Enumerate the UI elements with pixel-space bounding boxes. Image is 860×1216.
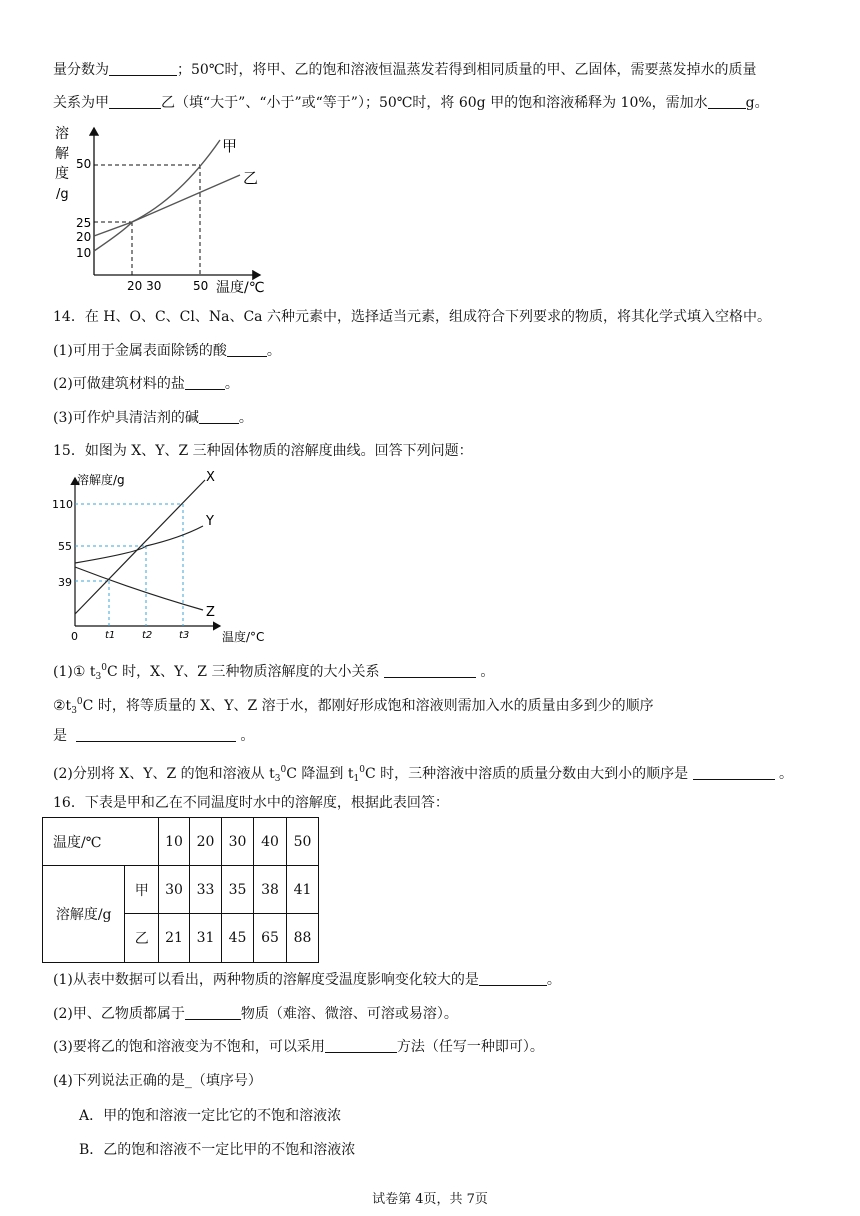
- table-header-solubility: 溶解度/g: [43, 866, 125, 963]
- y-axis-label-char: 溶: [55, 126, 69, 142]
- q16-stem: 16．下表是甲和乙在不同温度时水中的溶解度，根据此表回答：: [53, 795, 449, 811]
- curve-y: [75, 526, 203, 563]
- x-tick-label: 20 30: [127, 279, 162, 293]
- x-tick-label: 0: [71, 630, 78, 643]
- q16-item-2: (2)甲、乙物质都属于 物质（难溶、微溶、可溶或易溶）。: [53, 1006, 458, 1022]
- page-footer: 试卷第 4页，共 7页: [372, 1192, 488, 1207]
- table-cell: 10: [159, 818, 190, 866]
- answer-blank[interactable]: [109, 61, 177, 76]
- table-cell: 30: [159, 866, 190, 914]
- answer-blank[interactable]: [76, 727, 236, 742]
- y-axis-label-char: 度: [55, 166, 69, 182]
- y-tick-label: 25: [76, 216, 92, 230]
- series-label-yi: 乙: [243, 169, 259, 187]
- table-cell: 35: [222, 866, 254, 914]
- x-tick-label: 50: [193, 279, 209, 293]
- table-row-label: 甲: [125, 866, 159, 914]
- table-cell: 50: [287, 818, 319, 866]
- q13-line2: 关系为甲 乙（填“大于”、“小于”或“等于”）；50℃时，将 60g 甲的饱和溶液稀释为 10%，需加水 g。: [53, 95, 769, 111]
- answer-blank[interactable]: [185, 1005, 241, 1020]
- answer-blank[interactable]: [693, 765, 775, 780]
- q16-item-3: (3)要将乙的饱和溶液变为不饱和，可以采用 方法（任写一种即可）。: [53, 1039, 544, 1055]
- table-cell: 65: [254, 914, 287, 963]
- table-row: [43, 818, 319, 866]
- y-tick-label: 39: [58, 576, 72, 589]
- answer-blank[interactable]: [227, 342, 267, 357]
- table-cell: 88: [287, 914, 319, 963]
- table-cell: 31: [190, 914, 222, 963]
- table-cell: 41: [287, 866, 319, 914]
- q16-option-a[interactable]: A．甲的饱和溶液一定比它的不饱和溶液浓: [79, 1108, 342, 1124]
- table-row: [43, 866, 319, 914]
- answer-blank[interactable]: [708, 94, 746, 109]
- curve-yi: [94, 175, 240, 236]
- q14-item-1: (1)可用于金属表面除锈的酸 。: [53, 343, 281, 359]
- table-header-temp: 温度/℃: [43, 818, 159, 866]
- series-label-x: X: [206, 470, 215, 485]
- x-axis-label: 温度/°C: [222, 630, 265, 644]
- solubility-chart-1: [50, 118, 275, 298]
- q15-part3: 是 。: [53, 728, 255, 744]
- x-axis-label: 温度/℃: [216, 280, 265, 296]
- table-cell: 38: [254, 866, 287, 914]
- table-cell: 45: [222, 914, 254, 963]
- y-axis-label-char: /g: [56, 187, 69, 202]
- q16-item-1: (1)从表中数据可以看出，两种物质的溶解度受温度影响变化较大的是 。: [53, 972, 561, 988]
- solubility-chart-2: [50, 468, 280, 646]
- x-tick-label: t3: [179, 630, 190, 641]
- y-tick-label: 55: [58, 540, 72, 553]
- solubility-table: [42, 817, 319, 963]
- q15-part2: $②t_3^0C$ 时，将等质量的 X、Y、Z 溶于水，都刚好形成饱和溶液则需加入水的质量由多到少的顺序: [53, 697, 654, 716]
- q16-option-b[interactable]: B．乙的饱和溶液不一定比甲的不饱和溶液浓: [79, 1142, 356, 1158]
- answer-blank[interactable]: [199, 409, 239, 424]
- q14-item-3: (3)可作炉具清洁剂的碱 。: [53, 410, 253, 426]
- x-tick-label: t2: [142, 630, 153, 641]
- q14-item-2: (2)可做建筑材料的盐 。: [53, 376, 239, 392]
- q15-stem: 15．如图为 X、Y、Z 三种固体物质的溶解度曲线。回答下列问题：: [53, 443, 473, 459]
- q15-part4: (2)分别将 X、Y、Z 的饱和溶液从 $t_3^0C$ 降温到 $t_1^0C$ 时，三种溶液中溶质的质量分数由大到小的顺序是 。: [53, 765, 794, 784]
- answer-blank[interactable]: [479, 971, 547, 986]
- y-tick-label: 10: [76, 246, 92, 260]
- y-tick-label: 110: [52, 498, 73, 511]
- series-label-z: Z: [206, 605, 215, 620]
- table-cell: 33: [190, 866, 222, 914]
- curve-jia: [94, 140, 220, 251]
- table-row-label: 乙: [125, 914, 159, 963]
- q13-line1: 量分数为 ；50℃时，将甲、乙的饱和溶液恒温蒸发若得到相同质量的甲、乙固体，需要蒸发掉水的质量: [53, 62, 757, 78]
- answer-blank[interactable]: [109, 94, 161, 109]
- q14-stem: 14．在 H、O、C、Cl、Na、Ca 六种元素中，选择适当元素，组成符合下列要求的物质，将其化学式填入空格中。: [53, 309, 771, 325]
- curve-z: [75, 567, 203, 610]
- table-cell: 21: [159, 914, 190, 963]
- curve-x: [75, 480, 205, 614]
- series-label-jia: 甲: [222, 137, 238, 155]
- answer-blank[interactable]: [325, 1038, 397, 1053]
- table-cell: 30: [222, 818, 254, 866]
- y-tick-label: 20: [76, 230, 92, 244]
- answer-blank[interactable]: [185, 375, 225, 390]
- table-cell: 20: [190, 818, 222, 866]
- y-axis-label-char: 解: [55, 146, 69, 162]
- q16-item-4: (4)下列说法正确的是_（填序号）: [53, 1073, 262, 1089]
- table-cell: 40: [254, 818, 287, 866]
- answer-blank[interactable]: [384, 663, 476, 678]
- q15-part1: (1)① $t_3^0C$ 时，X、Y、Z 三种物质溶解度的大小关系 。: [53, 663, 495, 682]
- x-tick-label: t1: [105, 630, 116, 641]
- y-tick-label: 50: [76, 157, 92, 171]
- y-axis-label: 溶解度/g: [77, 473, 125, 487]
- series-label-y: Y: [206, 514, 214, 529]
